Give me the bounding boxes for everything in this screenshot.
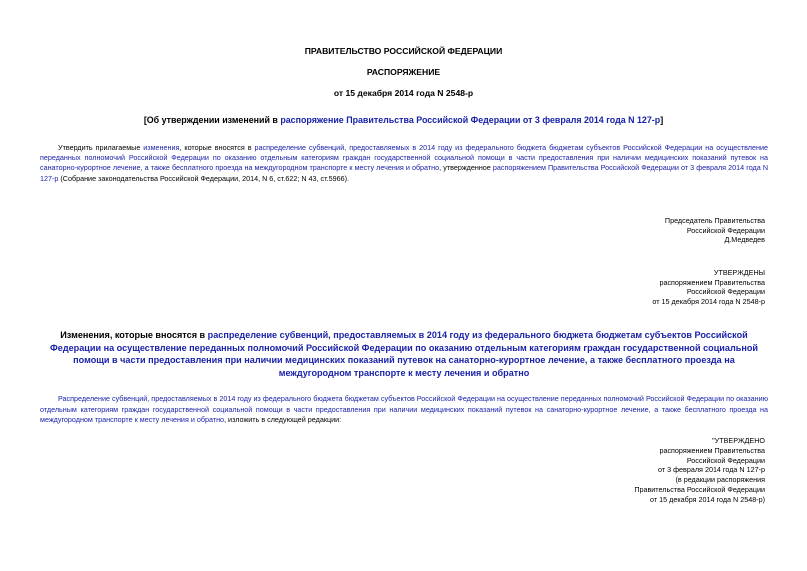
distribution-link[interactable]: распределение субвенций, предоставляемых в 2014 году из федерального бюджета бюджетам субъектов Российской Федерации на осуществление переданных полномочий Российской Федерации по оказанию отдельным категориям граждан государственной социальной помощи в части предоставления при наличии медицинских показаний путевок на санаторно-курортное лечение, а также бесплатного проезда на междугородном транспорте к месту лечения и обратно — [40, 143, 768, 173]
subject-close: ] — [660, 115, 664, 125]
body-paragraph — [40, 394, 768, 426]
approved2-line-4: от 3 февраля 2014 года N 127-р — [658, 465, 765, 475]
order-127-link[interactable]: распоряжением Правительства Российской Федерации от 3 февраля 2014 года N 127-р — [40, 163, 769, 183]
changes-title-link[interactable]: распределение субвенций, предоставляемых в 2014 году из федерального бюджета бюджетам субъектов Российской Федерации на осуществление переданных полномочий Российской Федерации по оказанию отдельным категориям граждан государственной социальной помощи в части предоставления при наличии медицинских показаний путевок на санаторно-курортное лечение, а также бесплатного проезда на междугородном транспорте к месту лечения и обратно — [50, 330, 758, 378]
approved-line-1: УТВЕРЖДЕНЫ — [713, 268, 765, 277]
approved2-line-7: от 15 декабря 2014 года N 2548-р) — [650, 494, 765, 504]
approved-line-4: от 15 декабря 2014 года N 2548-р — [652, 296, 765, 306]
approved2-line-1: "УТВЕРЖДЕНО — [712, 436, 765, 445]
approved2-line-5: (в редакции распоряжения — [675, 475, 765, 485]
signature-line-3: Д.Медведев — [724, 235, 765, 245]
document-subject — [0, 115, 807, 125]
document-date: от 15 декабря 2014 года N 2548-р — [333, 88, 474, 98]
approved-block — [652, 268, 765, 306]
approved-block-2 — [634, 436, 765, 505]
intro-text-3: , утвержденное — [439, 163, 493, 173]
intro-paragraph — [40, 143, 768, 184]
approved2-line-3: Российской Федерации — [686, 455, 765, 465]
approved2-line-6: Правительства Российской Федерации — [634, 484, 765, 494]
intro-text-4: (Собрание законодательства Российской Федерации, 2014, N 6, ст.622; N 43, ст.5966). — [58, 173, 349, 183]
document-type: РАСПОРЯЖЕНИЕ — [366, 67, 441, 77]
approved-line-2: распоряжением Правительства — [659, 277, 765, 287]
subject-link[interactable]: распоряжение Правительства Российской Федерации от 3 февраля 2014 года N 127-р — [280, 115, 661, 125]
body-text: , изложить в следующей редакции: — [224, 415, 342, 425]
subject-open: [Об утверждении изменений в — [143, 115, 281, 125]
intro-text-1: Утвердить прилагаемые — [58, 143, 144, 152]
signature-line-1: Председатель Правительства — [664, 216, 765, 225]
intro-text-2: , которые вносятся в — [179, 143, 255, 152]
government-title: ПРАВИТЕЛЬСТВО РОССИЙСКОЙ ФЕДЕРАЦИИ — [304, 46, 503, 56]
signature-line-2: Российской Федерации — [686, 225, 765, 235]
changes-title-text: Изменения, которые вносятся в — [60, 330, 208, 340]
changes-title — [36, 329, 772, 379]
changes-link[interactable]: изменения — [143, 143, 180, 152]
body-link[interactable]: Распределение субвенций, предоставляемых в 2014 году из федерального бюджета бюджетам субъектов Российской Федерации на осуществление переданных полномочий Российской Федерации по оказанию отдельным категориям граждан государственной социальной помощи в части предоставления при наличии медицинских показаний путевок на санаторно-курортное лечение, а также бесплатного проезда на междугородном транспорте к месту лечения и обратно — [40, 394, 768, 425]
approved2-line-2: распоряжением Правительства — [659, 445, 765, 455]
approved-line-3: Российской Федерации — [686, 287, 765, 297]
signature-block — [665, 216, 765, 245]
